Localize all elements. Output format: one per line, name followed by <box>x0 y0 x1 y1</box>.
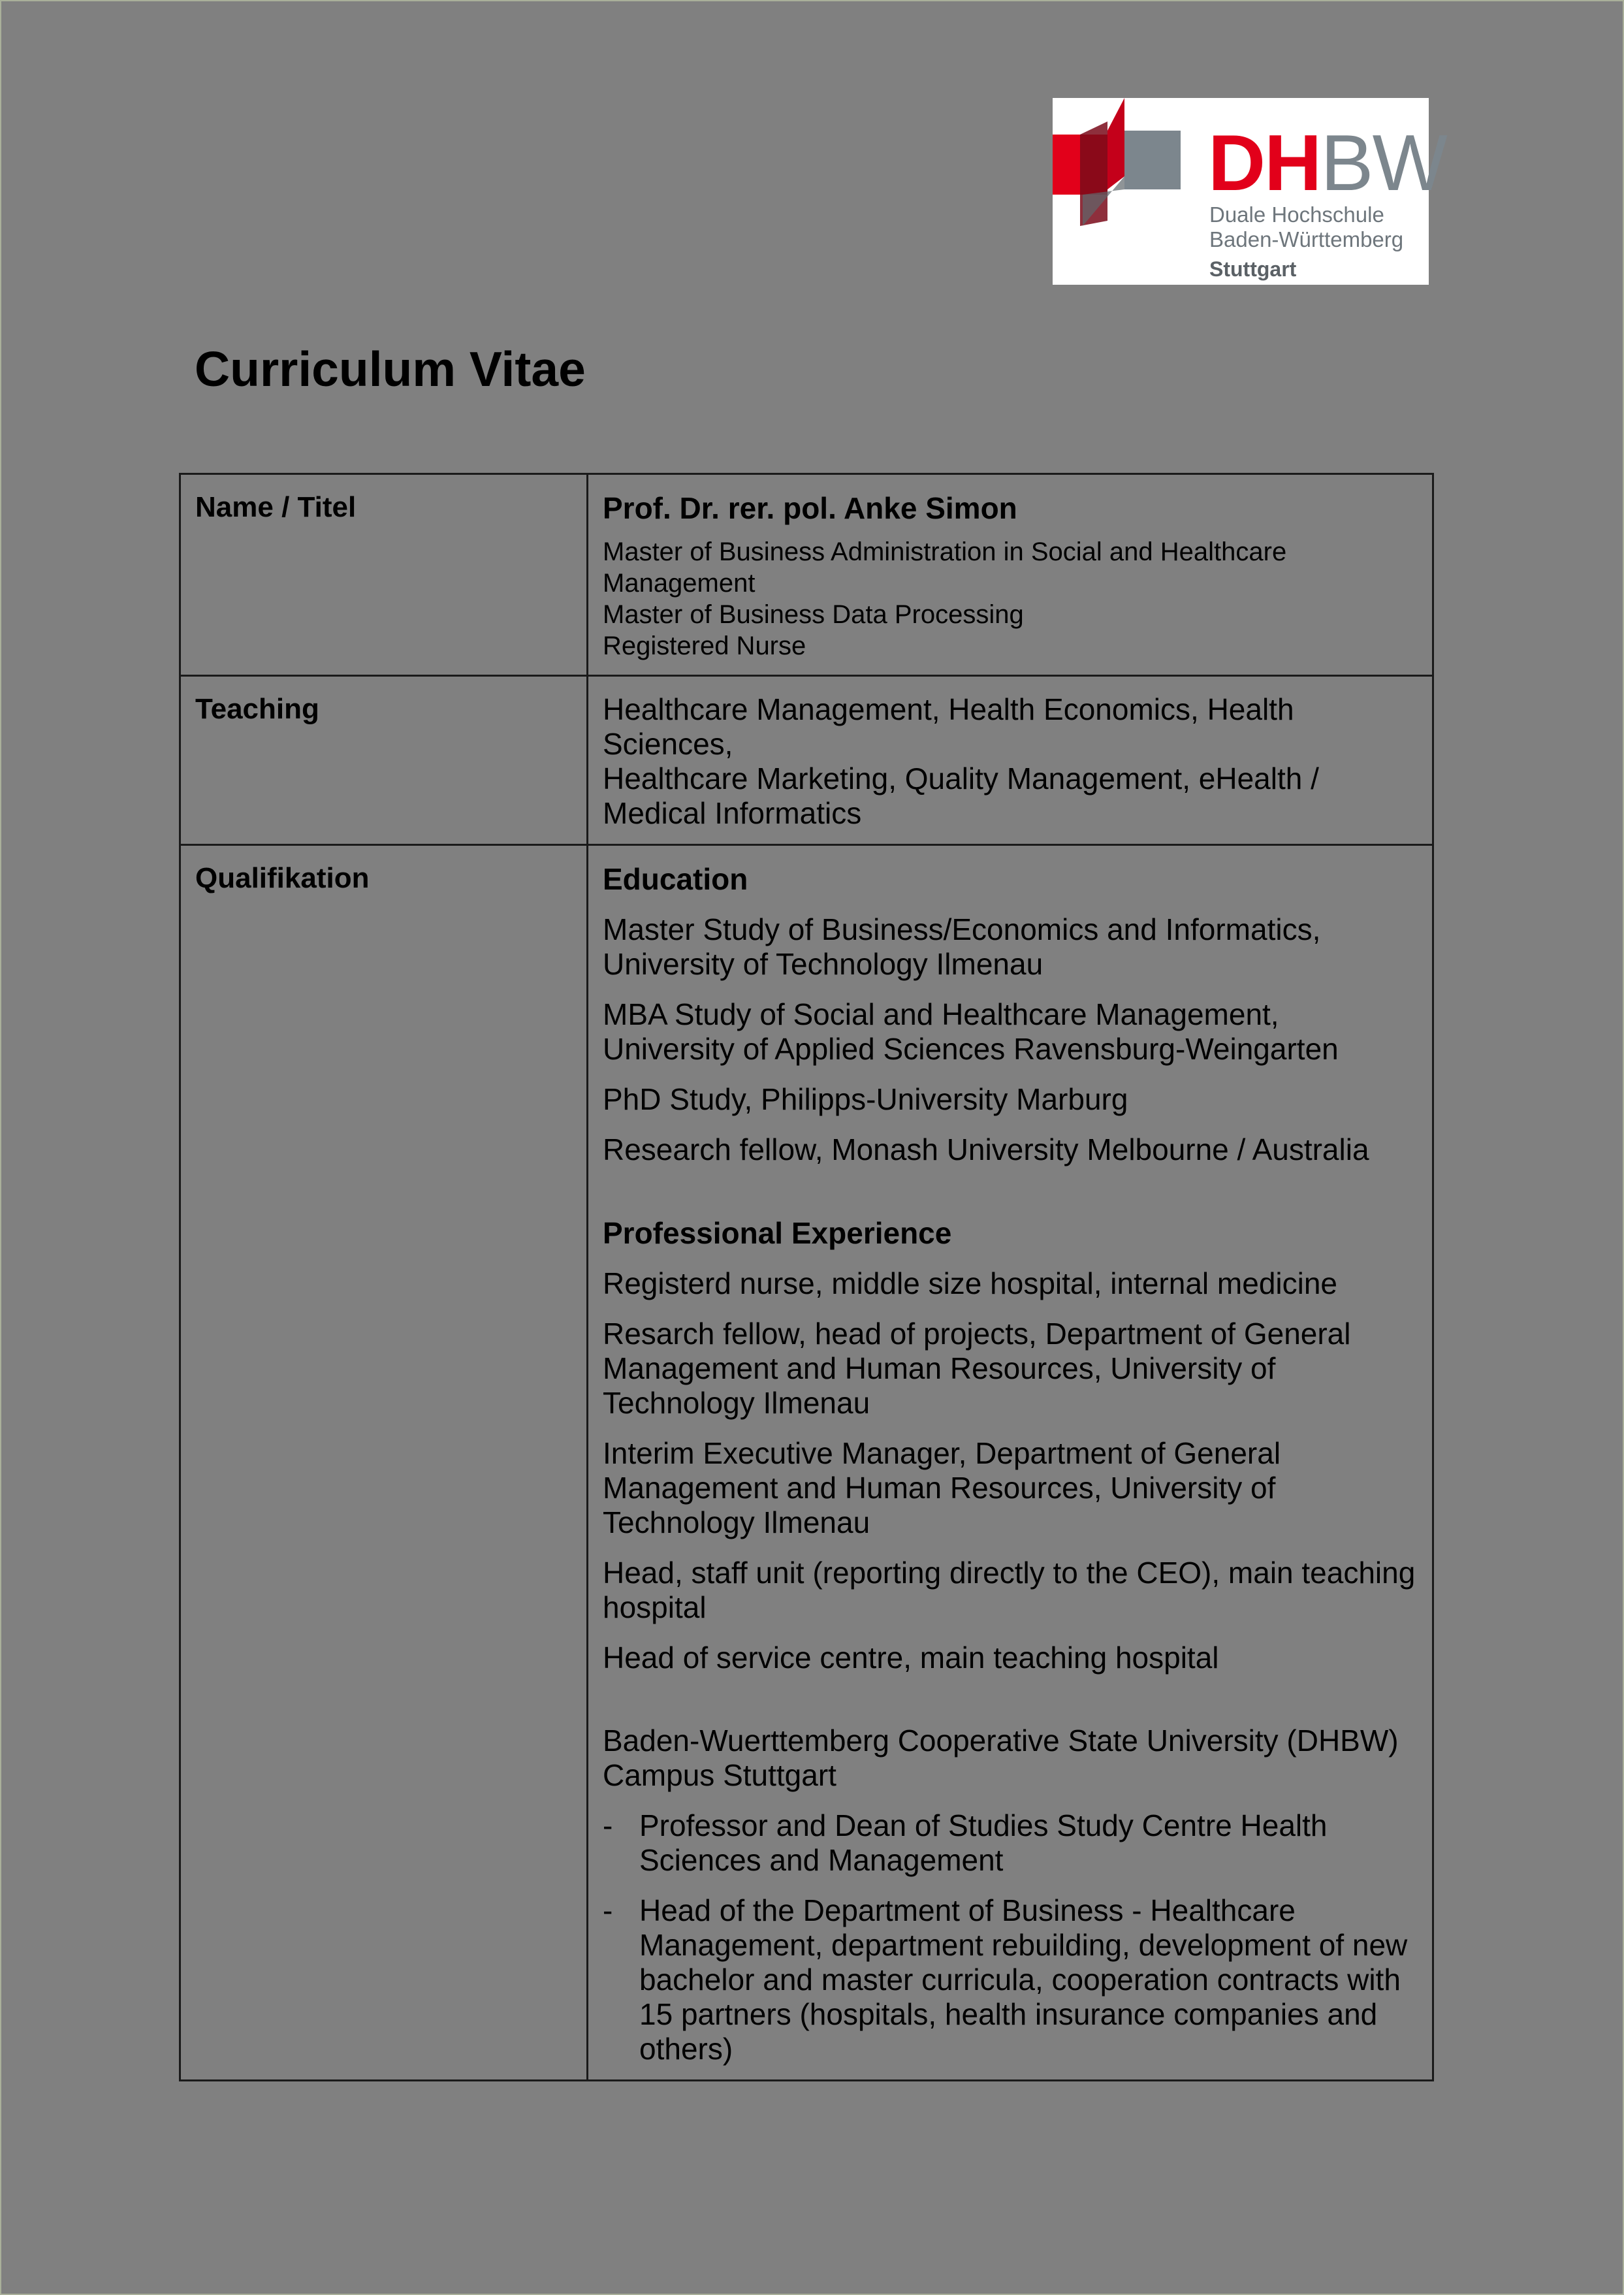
row-name <box>180 474 1433 676</box>
logo-wordmark <box>1208 118 1446 207</box>
dhbw-logo-mark-icon <box>1053 98 1203 285</box>
logo-grey-block <box>1124 131 1181 189</box>
person-name: Prof. Dr. rer. pol. Anke Simon <box>603 491 1017 525</box>
bullet-text: Professor and Dean of Studies Study Centre Health Sciences and Management <box>639 1808 1328 1877</box>
logo-line-1: Duale Hochschule <box>1209 202 1384 227</box>
dhbw-bullet <box>603 1808 1418 1878</box>
logo-subtitle <box>1209 202 1403 252</box>
degree-line: Master of Business Data Processing <box>603 600 1024 629</box>
dhbw-logo <box>1053 98 1446 285</box>
education-heading: Education <box>603 862 748 896</box>
cv-table <box>179 473 1434 2081</box>
education-item: PhD Study, Philipps-University Marburg <box>603 1082 1128 1116</box>
experience-heading: Professional Experience <box>603 1216 952 1250</box>
bullet-dash: - <box>603 1893 613 1927</box>
teaching-line: Healthcare Marketing, Quality Management, eHealth / Medical Informatics <box>603 762 1319 830</box>
experience-item: Resarch fellow, head of projects, Department of General Management and Human Resources, University of Technology Ilmenau <box>603 1317 1351 1420</box>
qualification-label: Qualifikation <box>195 862 370 894</box>
logo-dh: DH <box>1208 118 1321 207</box>
teaching-label-cell <box>180 676 588 845</box>
page-title: Curriculum Vitae <box>195 342 586 396</box>
section-spacer <box>603 1691 1418 1724</box>
teaching-value-cell <box>588 676 1433 845</box>
name-value-cell <box>588 474 1433 676</box>
logo-red-fold <box>1107 98 1124 189</box>
bullet-dash: - <box>603 1808 613 1842</box>
teaching-label: Teaching <box>195 693 319 725</box>
qualification-label-cell <box>180 845 588 2081</box>
experience-item: Head of service centre, main teaching hospital <box>603 1641 1219 1675</box>
bullet-text: Head of the Department of Business - Healthcare Management, department rebuilding, development of new bachelor and master curricula, cooperation contracts with 15 partners (hospitals, health insurance companies and others) <box>639 1893 1408 2066</box>
logo-line-2: Baden-Württemberg <box>1209 227 1404 251</box>
experience-item: Interim Executive Manager, Department of General Management and Human Resources, University of Technology Ilmenau <box>603 1436 1281 1539</box>
dhbw-bullet <box>603 1893 1418 2066</box>
education-item: Master Study of Business/Economics and Informatics, University of Technology Ilmenau <box>603 912 1321 981</box>
dhbw-heading: Baden-Wuerttemberg Cooperative State University (DHBW) Campus Stuttgart <box>603 1724 1399 1792</box>
section-spacer <box>603 1183 1418 1215</box>
education-item: MBA Study of Social and Healthcare Management, University of Applied Sciences Ravensburg-Weingarten <box>603 997 1339 1066</box>
name-label-cell <box>180 474 588 676</box>
row-qualification <box>180 845 1433 2081</box>
name-label: Name / Titel <box>195 491 357 523</box>
degree-line: Master of Business Administration in Social and Healthcare Management <box>603 538 1287 598</box>
row-teaching <box>180 676 1433 845</box>
experience-item: Head, staff unit (reporting directly to the CEO), main teaching hospital <box>603 1556 1416 1624</box>
education-item: Research fellow, Monash University Melbourne / Australia <box>603 1132 1369 1166</box>
qualification-value-cell <box>588 845 1433 2081</box>
logo-bw: BW <box>1320 118 1446 207</box>
logo-city: Stuttgart <box>1209 257 1297 281</box>
degree-line: Registered Nurse <box>603 632 806 660</box>
teaching-line: Healthcare Management, Health Economics, Health Sciences, <box>603 692 1294 761</box>
experience-item: Registerd nurse, middle size hospital, internal medicine <box>603 1266 1338 1300</box>
